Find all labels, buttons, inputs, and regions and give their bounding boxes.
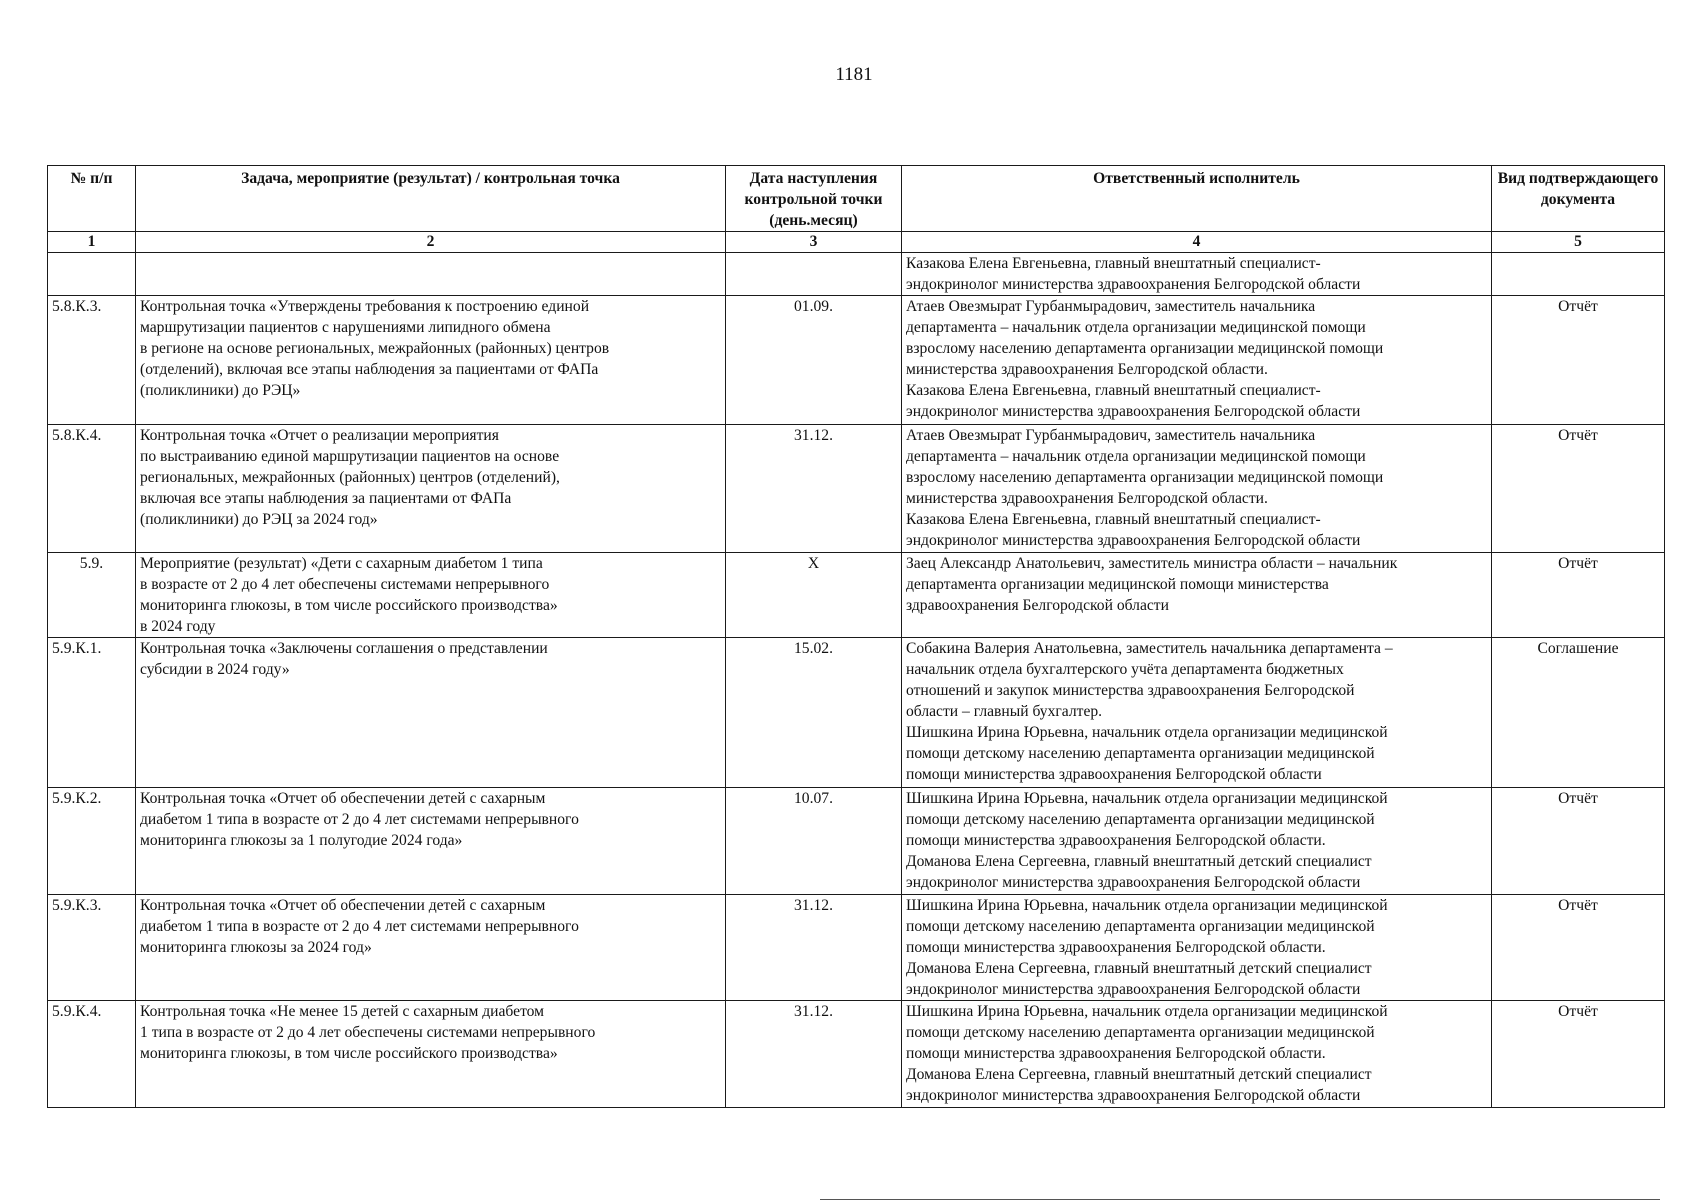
row-task: Контрольная точка «Отчет о реализации мероприятия по выстраиванию единой маршрутизации пациентов на основе региональных, межрайонных (районных) центров (отделений), включая все этапы наблюдения за пациентами от ФАПа (поликлиники) до РЭЦ за 2024 год»: [136, 425, 726, 553]
row-document: [1492, 253, 1665, 296]
plan-table: [47, 165, 1665, 1108]
row-document: Отчёт: [1492, 895, 1665, 1001]
header-row: [48, 166, 1665, 232]
row-responsible: Шишкина Ирина Юрьевна, начальник отдела организации медицинской помощи детскому населению департамента организации медицинской помощи министерства здравоохранения Белгородской области. Доманова Елена Сергеевна, главный внештатный детский специалист эндокринолог министерства здравоохранения Белгородской области: [902, 788, 1492, 895]
column-index: 3: [726, 232, 902, 253]
row-responsible: Атаев Овезмырат Гурбанмырадович, заместитель начальника департамента – начальник отдела организации медицинской помощи взрослому населению департамента организации медицинской помощи министерства здравоохранения Белгородской области. Казакова Елена Евгеньевна, главный внештатный специалист- эндокринолог министерства здравоохранения Белгородской области: [902, 296, 1492, 425]
row-date: [726, 253, 902, 296]
header-number: № п/п: [48, 166, 136, 232]
row-responsible: Собакина Валерия Анатольевна, заместитель начальника департамента – начальник отдела бухгалтерского учёта департамента бюджетных отношений и закупок министерства здравоохранения Белгородской области – главный бухгалтер. Шишкина Ирина Юрьевна, начальник отдела организации медицинской помощи детскому населению департамента организации медицинской помощи министерства здравоохранения Белгородской области: [902, 638, 1492, 788]
table-row: [48, 638, 1665, 788]
row-task: Мероприятие (результат) «Дети с сахарным диабетом 1 типа в возрасте от 2 до 4 лет обеспечены системами непрерывного мониторинга глюкозы, в том числе российского производства» в 2024 году: [136, 553, 726, 638]
column-index: 2: [136, 232, 726, 253]
row-date: 10.07.: [726, 788, 902, 895]
row-number: 5.9.К.2.: [48, 788, 136, 895]
row-task: [136, 253, 726, 296]
table-row: [48, 788, 1665, 895]
row-number: 5.9.К.1.: [48, 638, 136, 788]
page-number: 1181: [835, 64, 873, 85]
row-date: 31.12.: [726, 1001, 902, 1108]
row-responsible: Заец Александр Анатольевич, заместитель министра области – начальник департамента организации медицинской помощи министерства здравоохранения Белгородской области: [902, 553, 1492, 638]
row-number: 5.9.: [48, 553, 136, 638]
row-document: Отчёт: [1492, 425, 1665, 553]
column-index: 4: [902, 232, 1492, 253]
table-row: [48, 553, 1665, 638]
row-number: 5.8.К.3.: [48, 296, 136, 425]
row-date: 31.12.: [726, 895, 902, 1001]
header-responsible: Ответственный исполнитель: [902, 166, 1492, 232]
table-row: [48, 425, 1665, 553]
row-date: 15.02.: [726, 638, 902, 788]
row-task: Контрольная точка «Заключены соглашения о представлении субсидии в 2024 году»: [136, 638, 726, 788]
header-document: Вид подтверждающего документа: [1492, 166, 1665, 232]
row-date: 01.09.: [726, 296, 902, 425]
row-date: Х: [726, 553, 902, 638]
table-row: [48, 253, 1665, 296]
row-responsible: Шишкина Ирина Юрьевна, начальник отдела организации медицинской помощи детскому населению департамента организации медицинской помощи министерства здравоохранения Белгородской области. Доманова Елена Сергеевна, главный внештатный детский специалист эндокринолог министерства здравоохранения Белгородской области: [902, 895, 1492, 1001]
row-task: Контрольная точка «Отчет об обеспечении детей с сахарным диабетом 1 типа в возрасте от 2 до 4 лет системами непрерывного мониторинга глюкозы за 1 полугодие 2024 года»: [136, 788, 726, 895]
row-document: Отчёт: [1492, 788, 1665, 895]
row-responsible: Казакова Елена Евгеньевна, главный внештатный специалист- эндокринолог министерства здравоохранения Белгородской области: [902, 253, 1492, 296]
column-index: 5: [1492, 232, 1665, 253]
table-row: [48, 1001, 1665, 1108]
header-date: Дата наступления контрольной точки (день.месяц): [726, 166, 902, 232]
row-responsible: Атаев Овезмырат Гурбанмырадович, заместитель начальника департамента – начальник отдела организации медицинской помощи взрослому населению департамента организации медицинской помощи министерства здравоохранения Белгородской области. Казакова Елена Евгеньевна, главный внештатный специалист- эндокринолог министерства здравоохранения Белгородской области: [902, 425, 1492, 553]
row-number: 5.9.К.3.: [48, 895, 136, 1001]
row-date: 31.12.: [726, 425, 902, 553]
row-document: Соглашение: [1492, 638, 1665, 788]
header-task: Задача, мероприятие (результат) / контрольная точка: [136, 166, 726, 232]
row-number: [48, 253, 136, 296]
table-row: [48, 296, 1665, 425]
row-task: Контрольная точка «Утверждены требования к построению единой маршрутизации пациентов с нарушениями липидного обмена в регионе на основе региональных, межрайонных (районных) центров (отделений), включая все этапы наблюдения за пациентами от ФАПа (поликлиники) до РЭЦ»: [136, 296, 726, 425]
row-document: Отчёт: [1492, 296, 1665, 425]
row-task: Контрольная точка «Отчет об обеспечении детей с сахарным диабетом 1 типа в возрасте от 2 до 4 лет системами непрерывного мониторинга глюкозы за 2024 год»: [136, 895, 726, 1001]
column-index: 1: [48, 232, 136, 253]
table-row: [48, 895, 1665, 1001]
row-document: Отчёт: [1492, 553, 1665, 638]
row-task: Контрольная точка «Не менее 15 детей с сахарным диабетом 1 типа в возрасте от 2 до 4 лет обеспечены системами непрерывного мониторинга глюкозы, в том числе российского производства»: [136, 1001, 726, 1108]
row-number: 5.8.К.4.: [48, 425, 136, 553]
column-index-row: [48, 232, 1665, 253]
row-document: Отчёт: [1492, 1001, 1665, 1108]
row-responsible: Шишкина Ирина Юрьевна, начальник отдела организации медицинской помощи детскому населению департамента организации медицинской помощи министерства здравоохранения Белгородской области. Доманова Елена Сергеевна, главный внештатный детский специалист эндокринолог министерства здравоохранения Белгородской области: [902, 1001, 1492, 1108]
row-number: 5.9.К.4.: [48, 1001, 136, 1108]
